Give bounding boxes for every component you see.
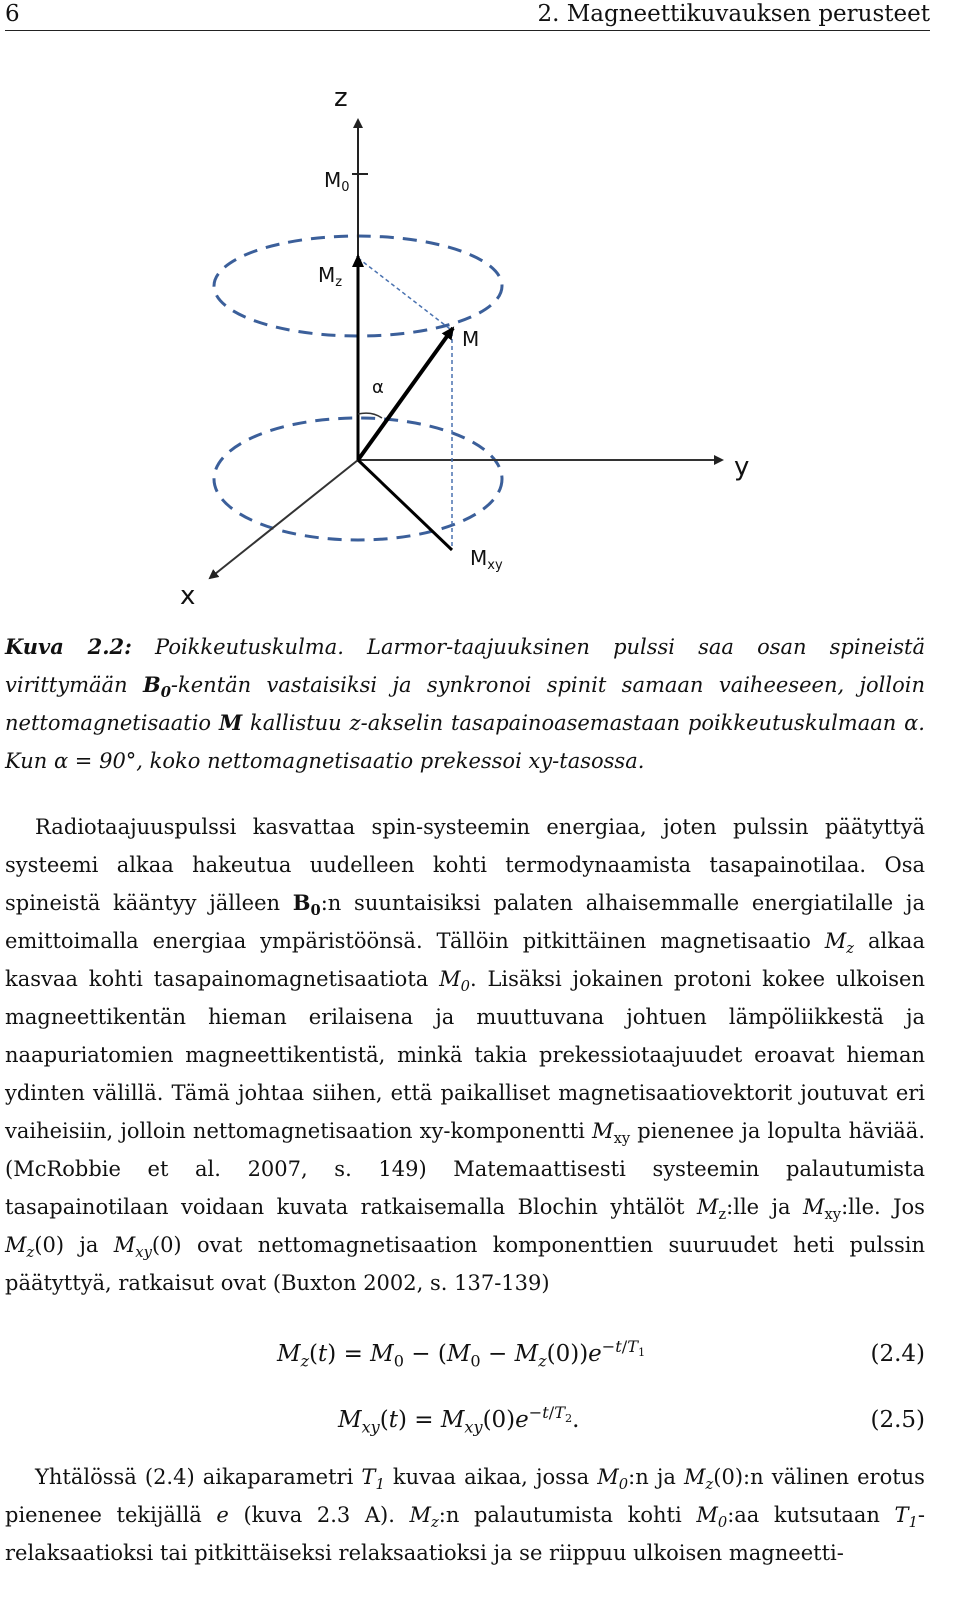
x-label: x: [180, 581, 196, 611]
caption-m: M: [218, 710, 243, 735]
equation-2-5-number: (2.5): [870, 1407, 925, 1433]
page-number: 6: [5, 1, 20, 27]
equation-2-4-number: (2.4): [870, 1341, 925, 1367]
running-header: [5, 0, 930, 31]
y-label: y: [734, 452, 750, 482]
caption-text-2: -kentän vastaisiksi ja synkronoi spinit samaan vaiheeseen, jolloin nettomagnetisaatio: [5, 673, 925, 735]
caption-b0: $B_0$: [142, 672, 171, 702]
equation-2-5: [5, 1400, 925, 1440]
caption-label: Kuva 2.2:: [5, 634, 132, 659]
alpha-label: α: [372, 377, 384, 398]
x-axis: [210, 460, 358, 578]
m0-label: $M_0$: [324, 168, 350, 195]
figure-caption: [5, 628, 925, 780]
caption-text-1: Poikkeutuskulma. Larmor-taajuuksinen pulssi saa osan spineistä virittymään: [5, 635, 925, 697]
body-text: [5, 808, 925, 1302]
equation-2-5-math: $M_{xy}(t) = M_{xy}(0)e^{-t/T_2}$.: [338, 1403, 580, 1437]
mz-label-sub: z: [335, 275, 343, 290]
m0-label-sub: 0: [341, 180, 350, 195]
figure-svg: [0, 70, 960, 630]
running-title: 2. Magneettikuvauksen perusteet: [537, 1, 930, 27]
z-label: z: [334, 83, 348, 113]
equation-2-4-math: $M_z(t) = M_0 - (M_0 - M_z(0))e^{-t/T_1}$: [277, 1337, 646, 1371]
equation-2-4: [5, 1334, 925, 1374]
mz-label: $M_z$: [318, 263, 343, 290]
mxy-label-sub: xy: [487, 558, 503, 573]
magnetization-figure: [0, 70, 960, 630]
caption-text-3: kallistuu z-akselin tasapainoasemastaan poikkeutuskulmaan α. Kun α = 90°, koko nettomagnetisaatio prekessoi xy-tasossa.: [5, 711, 925, 773]
closing-paragraph: [5, 1458, 925, 1572]
paragraph: Radiotaajuuspulssi kasvattaa spin-systeemin energiaa, joten pulssin päätyttyä systeemi alkaa hakeutua uudelleen kohti termodynaamista tasapainotilaa. Osa spineistä kääntyy jälleen $B_0:n$ suuntaisiksi palaten alhaisemmalle energiatilalle ja emittoimalla energiaa ympäristöönsä. Tällöin pitkittäinen magnetisaatio $M_z$ alkaa kasvaa kohti tasapainomagnetisaatiota $M_0$. Lisäksi jokainen protoni kokee ulkoisen magneettikentän hieman erilaisena ja muuttuvana johtuen lämpöliikkestä ja naapuriatomien magneettikentistä, minkä takia prekessiotaajuudet eroavat hieman ydinten välillä. Tämä johtaa siihen, että paikalliset magnetisaatiovektorit joutuvat eri vaiheisiin, jolloin nettomagnetisaation xy-komponentti $M_{xy}$ pienenee ja lopulta häviää. (McRobbie et al. 2007, s. 149) Matemaattisesti systeemin palautumista tasapainotilaan voidaan kuvata ratkaisemalla Blochin yhtälöt $M_z:lle$ ja $M_{xy}:lle$. Jos $M_z(0)$ ja $M_{xy}(0)$ ovat nettomagnetisaation komponenttien suuruudet heti pulssin päätyttyä, ratkaisut ovat (Buxton 2002, s. 137-139): [5, 815, 925, 1295]
m-label: M: [462, 327, 480, 351]
mz-projection-line: [358, 258, 450, 329]
mxy-label: $M_{xy}$: [470, 546, 503, 573]
paragraph: Yhtälössä (2.4) aikaparametri $T_1$ kuvaa aikaa, jossa $M_0:n$ ja $M_z(0):n$ välinen erotus pienenee tekijällä e (kuva 2.3 A). $M_z:n$ palautumista kohti $M_0:aa$ kutsutaan $T_1$-relaksaatioksi tai pitkittäiseksi relaksaatioksi ja se riippuu ulkoisen magneetti-: [5, 1465, 925, 1565]
